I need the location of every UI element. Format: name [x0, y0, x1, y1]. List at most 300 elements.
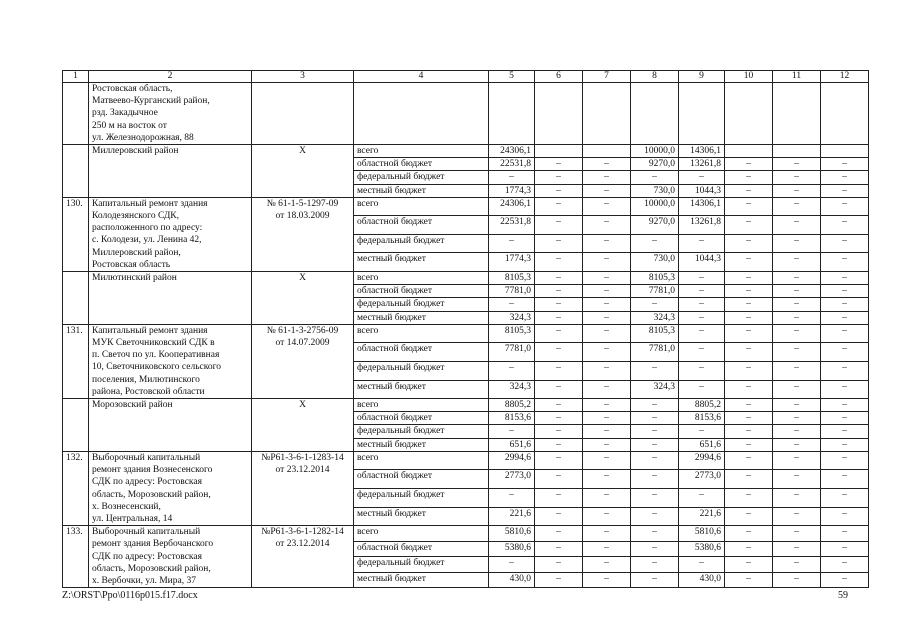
column-number: 10: [725, 71, 773, 83]
value-cell: –: [631, 361, 679, 380]
value-cell: –: [535, 343, 583, 362]
budget-type-cell: всего: [354, 197, 489, 216]
value-cell: –: [583, 572, 631, 588]
value-cell: –: [535, 311, 583, 324]
value-cell: 1044,3: [679, 253, 725, 272]
value-cell: 221,6: [489, 507, 535, 526]
value-cell: –: [821, 361, 869, 380]
budget-type-cell: федеральный бюджет: [354, 234, 489, 253]
document-reference: [252, 526, 354, 588]
value-cell: –: [725, 412, 773, 425]
budget-type-cell: местный бюджет: [354, 311, 489, 324]
text-line: СДК по адресу: Ростовская: [92, 477, 202, 488]
value-cell: –: [821, 572, 869, 588]
value-cell: 7781,0: [631, 343, 679, 362]
value-cell: –: [583, 298, 631, 311]
value-cell: –: [583, 285, 631, 298]
text-line: расположенного по адресу:: [92, 223, 203, 234]
value-cell: –: [821, 324, 869, 343]
mark-text: Х: [299, 400, 306, 411]
value-cell: 8105,3: [489, 272, 535, 285]
value-cell: –: [725, 399, 773, 412]
value-cell: –: [725, 324, 773, 343]
budget-type-cell: областной бюджет: [354, 412, 489, 425]
mark-text: Х: [299, 273, 306, 284]
value-cell: [535, 145, 583, 158]
text-line: область, Морозовский район,: [92, 563, 211, 574]
value-cell: –: [535, 298, 583, 311]
value-cell: –: [725, 216, 773, 235]
value-cell: –: [679, 557, 725, 573]
value-cell: –: [725, 343, 773, 362]
value-cell: –: [679, 324, 725, 343]
value-cell: –: [725, 272, 773, 285]
value-cell: –: [535, 158, 583, 171]
column-number: 12: [821, 71, 869, 83]
value-cell: 430,0: [489, 572, 535, 588]
text-line: Капитальный ремонт здания: [92, 198, 208, 209]
page-number: 59: [838, 590, 848, 601]
value-cell: 221,6: [679, 507, 725, 526]
value-cell: –: [583, 311, 631, 324]
value-cell: –: [583, 470, 631, 489]
value-cell: –: [725, 285, 773, 298]
value-cell: 10000,0: [631, 145, 679, 158]
value-cell: –: [821, 171, 869, 184]
object-description: [89, 197, 252, 271]
value-cell: –: [725, 253, 773, 272]
value-cell: –: [773, 285, 821, 298]
value-cell: –: [535, 470, 583, 489]
value-cell: –: [821, 425, 869, 438]
text-line: Капитальный ремонт здания: [92, 325, 208, 336]
budget-type-cell: областной бюджет: [354, 216, 489, 235]
value-cell: –: [535, 412, 583, 425]
text-line: х. Вознесенский,: [92, 501, 161, 512]
value-cell: 5810,6: [489, 526, 535, 542]
text-line: ул. Железнодорожная, 88: [92, 132, 194, 143]
value-cell: 5380,6: [679, 541, 725, 557]
value-cell: –: [535, 197, 583, 216]
x-mark: [252, 399, 354, 452]
value-cell: 24306,1: [489, 145, 535, 158]
value-cell: 324,3: [631, 380, 679, 399]
value-cell: –: [679, 234, 725, 253]
value-cell: –: [773, 234, 821, 253]
text-line: от 18.03.2009: [275, 211, 330, 222]
mark-text: Х: [299, 146, 306, 157]
value-cell: –: [773, 272, 821, 285]
value-cell: –: [679, 425, 725, 438]
value-cell: –: [583, 425, 631, 438]
value-cell: –: [583, 380, 631, 399]
value-cell: –: [489, 171, 535, 184]
column-number: 3: [252, 71, 354, 83]
value-cell: –: [725, 438, 773, 451]
value-cell: –: [535, 380, 583, 399]
value-cell: –: [773, 488, 821, 507]
column-number: 9: [679, 71, 725, 83]
text-line: х. Вербочки, ул. Мира, 37: [92, 575, 196, 586]
value-cell: –: [773, 541, 821, 557]
value-cell: –: [489, 234, 535, 253]
value-cell: 730,0: [631, 253, 679, 272]
value-cell: 13261,8: [679, 216, 725, 235]
value-cell: 8105,3: [631, 324, 679, 343]
value-cell: –: [535, 272, 583, 285]
value-cell: –: [725, 425, 773, 438]
column-number: 7: [583, 71, 631, 83]
text-line: № 61-1-3-2756-09: [266, 325, 339, 336]
value-cell: –: [583, 343, 631, 362]
value-cell: –: [583, 361, 631, 380]
value-cell: –: [773, 557, 821, 573]
value-cell: 7781,0: [489, 285, 535, 298]
budget-type-cell: областной бюджет: [354, 541, 489, 557]
value-cell: –: [773, 572, 821, 588]
value-cell: –: [631, 541, 679, 557]
value-cell: –: [821, 557, 869, 573]
value-cell: –: [821, 507, 869, 526]
value-cell: –: [631, 298, 679, 311]
value-cell: –: [583, 507, 631, 526]
value-cell: –: [773, 380, 821, 399]
budget-type-cell: всего: [354, 324, 489, 343]
value-cell: –: [821, 438, 869, 451]
value-cell: –: [489, 298, 535, 311]
row-number-cell: 130.: [63, 197, 89, 271]
value-cell: –: [583, 197, 631, 216]
value-cell: –: [583, 216, 631, 235]
value-cell: 8805,2: [489, 399, 535, 412]
value-cell: –: [535, 253, 583, 272]
x-mark: [252, 145, 354, 198]
budget-type-cell: федеральный бюджет: [354, 557, 489, 573]
budget-type-cell: всего: [354, 272, 489, 285]
budget-type-cell: местный бюджет: [354, 438, 489, 451]
district-name: [89, 399, 252, 452]
budget-type-cell: областной бюджет: [354, 343, 489, 362]
value-cell: –: [773, 470, 821, 489]
value-cell: –: [773, 253, 821, 272]
empty-cell: [773, 83, 821, 145]
value-cell: –: [583, 184, 631, 197]
value-cell: 5380,6: [489, 541, 535, 557]
row-number-cell: [63, 145, 89, 198]
value-cell: –: [821, 253, 869, 272]
text-line: района, Ростовской области: [92, 386, 205, 397]
value-cell: –: [631, 171, 679, 184]
value-cell: –: [583, 399, 631, 412]
text-line: Миллеровский район,: [92, 247, 181, 258]
file-path: Z:\ORST\Ppo\0116p015.f17.docx: [62, 590, 198, 601]
value-cell: 14306,1: [679, 197, 725, 216]
budget-type-cell: областной бюджет: [354, 470, 489, 489]
empty-cell: [535, 83, 583, 145]
value-cell: –: [725, 197, 773, 216]
value-cell: –: [489, 557, 535, 573]
value-cell: –: [631, 412, 679, 425]
value-cell: [583, 145, 631, 158]
column-number: 5: [489, 71, 535, 83]
value-cell: –: [821, 184, 869, 197]
empty-cell: [489, 83, 535, 145]
continuation-row: [63, 83, 869, 145]
row-number-cell: [63, 272, 89, 325]
text-line: Выборочный капитальный: [92, 527, 201, 538]
text-line: Ростовская область: [92, 259, 171, 270]
text-line: от 23.12.2014: [275, 465, 330, 476]
value-cell: –: [725, 234, 773, 253]
value-cell: –: [489, 488, 535, 507]
empty-cell: [631, 83, 679, 145]
text-line: от 14.07.2009: [275, 338, 330, 349]
table-row: [63, 399, 869, 412]
value-cell: 2773,0: [679, 470, 725, 489]
text-line: МУК Светочниковский СДК в: [92, 338, 215, 349]
budget-type-cell: федеральный бюджет: [354, 171, 489, 184]
value-cell: –: [679, 285, 725, 298]
object-description: [89, 324, 252, 398]
value-cell: –: [535, 526, 583, 542]
value-cell: –: [583, 253, 631, 272]
value-cell: –: [725, 158, 773, 171]
column-number: 8: [631, 71, 679, 83]
value-cell: –: [773, 425, 821, 438]
table-row: [63, 272, 869, 285]
value-cell: –: [535, 451, 583, 470]
value-cell: –: [725, 171, 773, 184]
column-number: 4: [354, 71, 489, 83]
budget-type-cell: местный бюджет: [354, 572, 489, 588]
column-number: 6: [535, 71, 583, 83]
row-number-cell: 132.: [63, 451, 89, 525]
value-cell: –: [821, 285, 869, 298]
text-line: ремонт здания Вербочанского: [92, 539, 214, 550]
value-cell: –: [821, 380, 869, 399]
value-cell: –: [773, 451, 821, 470]
value-cell: 7781,0: [631, 285, 679, 298]
table-row: [63, 451, 869, 470]
document-reference: [252, 451, 354, 525]
value-cell: –: [679, 272, 725, 285]
value-cell: 9270,0: [631, 158, 679, 171]
value-cell: –: [631, 234, 679, 253]
value-cell: –: [773, 507, 821, 526]
value-cell: –: [821, 234, 869, 253]
value-cell: –: [583, 234, 631, 253]
column-number: 1: [63, 71, 89, 83]
value-cell: –: [821, 412, 869, 425]
text-line: Ростовская область,: [92, 84, 173, 94]
budget-type-cell: всего: [354, 451, 489, 470]
district-label: Милютинский район: [92, 273, 177, 284]
budget-type-cell: всего: [354, 526, 489, 542]
value-cell: 2773,0: [489, 470, 535, 489]
value-cell: –: [535, 557, 583, 573]
text-line: №Р61-3-6-1-1282-14: [261, 527, 344, 538]
value-cell: –: [631, 557, 679, 573]
value-cell: –: [821, 470, 869, 489]
value-cell: –: [535, 541, 583, 557]
empty-cell: [679, 83, 725, 145]
text-line: поселения, Милютинского: [92, 374, 200, 385]
budget-table: [62, 70, 869, 588]
value-cell: 8105,3: [489, 324, 535, 343]
value-cell: [773, 145, 821, 158]
budget-type-cell: федеральный бюджет: [354, 361, 489, 380]
value-cell: –: [725, 451, 773, 470]
value-cell: –: [725, 572, 773, 588]
value-cell: –: [725, 298, 773, 311]
value-cell: 1044,3: [679, 184, 725, 197]
value-cell: –: [725, 361, 773, 380]
value-cell: 8153,6: [679, 412, 725, 425]
column-number: 11: [773, 71, 821, 83]
value-cell: –: [535, 324, 583, 343]
value-cell: –: [773, 171, 821, 184]
budget-type-cell: областной бюджет: [354, 285, 489, 298]
value-cell: –: [773, 361, 821, 380]
value-cell: –: [725, 541, 773, 557]
text-line: СДК по адресу: Ростовская: [92, 551, 202, 562]
value-cell: –: [535, 234, 583, 253]
value-cell: –: [773, 298, 821, 311]
budget-type-cell: всего: [354, 145, 489, 158]
value-cell: –: [725, 311, 773, 324]
empty-cell: [252, 83, 354, 145]
text-line: №Р61-3-6-1-1283-14: [261, 452, 344, 463]
row-number-cell: [63, 399, 89, 452]
value-cell: [821, 145, 869, 158]
value-cell: –: [489, 425, 535, 438]
value-cell: –: [583, 158, 631, 171]
value-cell: 324,3: [489, 380, 535, 399]
value-cell: –: [583, 171, 631, 184]
value-cell: –: [631, 526, 679, 542]
x-mark: [252, 272, 354, 325]
value-cell: –: [773, 399, 821, 412]
table-row: [63, 145, 869, 158]
value-cell: –: [821, 158, 869, 171]
value-cell: –: [535, 399, 583, 412]
value-cell: –: [631, 507, 679, 526]
text-line: ремонт здания Вознесенского: [92, 465, 213, 476]
text-line: 250 м на восток от: [92, 120, 167, 131]
value-cell: –: [535, 171, 583, 184]
text-line: Колодезянского СДК,: [92, 211, 180, 222]
object-description: [89, 83, 252, 145]
value-cell: –: [535, 572, 583, 588]
value-cell: –: [821, 197, 869, 216]
value-cell: 24306,1: [489, 197, 535, 216]
text-line: рзд. Закадычное: [92, 108, 158, 119]
value-cell: 8105,3: [631, 272, 679, 285]
row-number-cell: 133.: [63, 526, 89, 588]
value-cell: 2994,6: [679, 451, 725, 470]
value-cell: 651,6: [489, 438, 535, 451]
value-cell: –: [725, 380, 773, 399]
value-cell: 730,0: [631, 184, 679, 197]
table-row: [63, 197, 869, 216]
value-cell: 10000,0: [631, 197, 679, 216]
value-cell: –: [583, 324, 631, 343]
column-number-row: [63, 71, 869, 83]
value-cell: –: [821, 216, 869, 235]
value-cell: 8153,6: [489, 412, 535, 425]
district-name: [89, 145, 252, 198]
value-cell: 324,3: [489, 311, 535, 324]
value-cell: 1774,3: [489, 253, 535, 272]
district-label: Морозовский район: [92, 400, 173, 411]
value-cell: –: [631, 488, 679, 507]
value-cell: 2994,6: [489, 451, 535, 470]
value-cell: –: [773, 158, 821, 171]
value-cell: –: [535, 507, 583, 526]
value-cell: –: [679, 488, 725, 507]
value-cell: –: [535, 216, 583, 235]
text-line: п. Светоч по ул. Кооперативная: [92, 350, 220, 361]
value-cell: –: [679, 361, 725, 380]
value-cell: –: [535, 285, 583, 298]
value-cell: –: [583, 438, 631, 451]
text-line: с. Колодези, ул. Ленина 42,: [92, 235, 202, 246]
table-row: [63, 526, 869, 542]
value-cell: –: [821, 298, 869, 311]
text-line: 10, Светочниковского сельского: [92, 362, 222, 373]
value-cell: –: [773, 184, 821, 197]
value-cell: –: [821, 311, 869, 324]
budget-type-cell: федеральный бюджет: [354, 488, 489, 507]
text-line: Выборочный капитальный: [92, 452, 201, 463]
value-cell: –: [821, 526, 869, 542]
value-cell: –: [631, 399, 679, 412]
value-cell: –: [679, 343, 725, 362]
text-line: Матвеево-Курганский район,: [92, 96, 210, 107]
budget-type-cell: федеральный бюджет: [354, 425, 489, 438]
value-cell: –: [773, 412, 821, 425]
value-cell: 13261,8: [679, 158, 725, 171]
value-cell: [725, 145, 773, 158]
budget-type-cell: всего: [354, 399, 489, 412]
value-cell: –: [821, 451, 869, 470]
value-cell: –: [583, 412, 631, 425]
value-cell: –: [535, 425, 583, 438]
value-cell: 8805,2: [679, 399, 725, 412]
value-cell: –: [725, 184, 773, 197]
district-name: [89, 272, 252, 325]
document-reference: [252, 324, 354, 398]
value-cell: –: [725, 526, 773, 542]
value-cell: –: [535, 361, 583, 380]
value-cell: 22531,8: [489, 216, 535, 235]
value-cell: –: [583, 272, 631, 285]
value-cell: –: [535, 184, 583, 197]
text-line: область, Морозовский район,: [92, 489, 211, 500]
value-cell: 7781,0: [489, 343, 535, 362]
object-description: [89, 451, 252, 525]
value-cell: –: [535, 488, 583, 507]
row-number-cell: 131.: [63, 324, 89, 398]
object-description: [89, 526, 252, 588]
value-cell: 14306,1: [679, 145, 725, 158]
value-cell: 5810,6: [679, 526, 725, 542]
value-cell: –: [631, 451, 679, 470]
value-cell: –: [583, 451, 631, 470]
value-cell: –: [821, 488, 869, 507]
budget-type-cell: областной бюджет: [354, 158, 489, 171]
value-cell: –: [773, 526, 821, 542]
